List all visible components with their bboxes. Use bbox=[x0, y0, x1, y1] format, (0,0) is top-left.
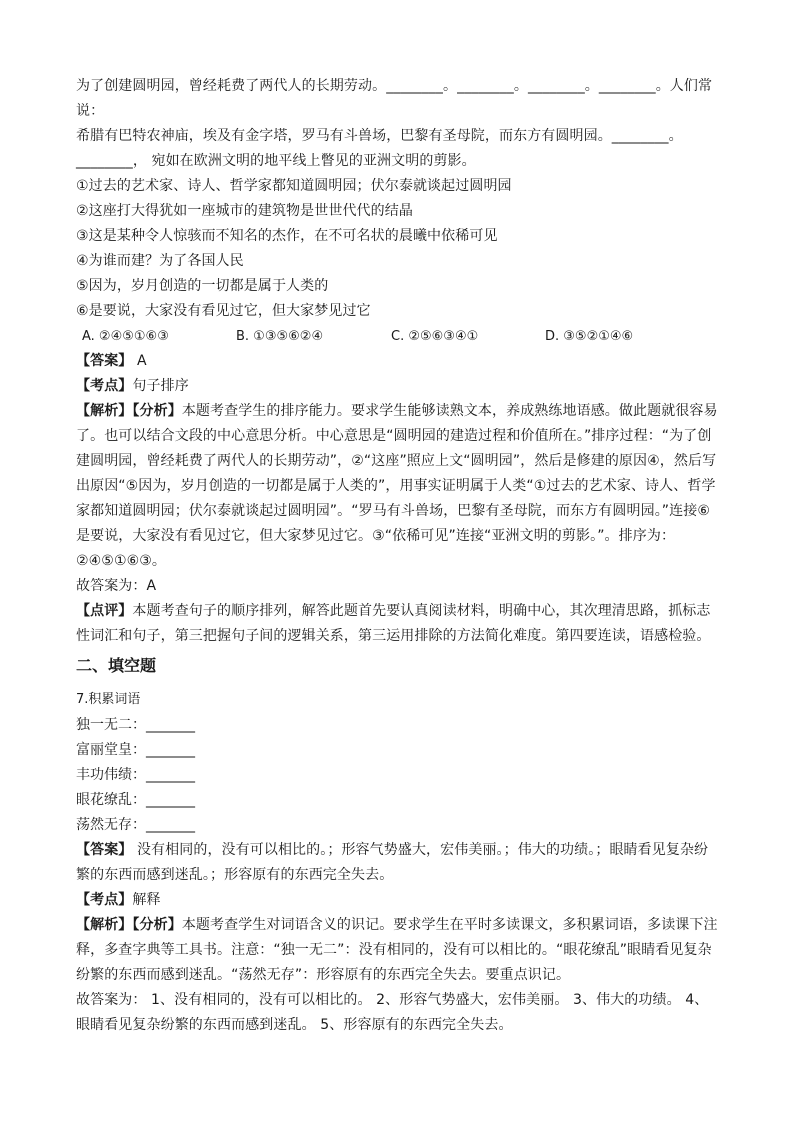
comment-tag: 【点评】 bbox=[76, 603, 133, 619]
option-a: A. ②④⑤①⑥③ bbox=[82, 329, 169, 344]
answer-tag: 【答案】 bbox=[76, 353, 133, 369]
option-b: B. ①③⑤⑥②④ bbox=[236, 329, 324, 344]
passage-line-1: 为了创建圆明园，曾经耗费了两代人的长期劳动。________。________。________。________。人们常说： bbox=[76, 78, 713, 119]
q6-kaodian bbox=[76, 374, 720, 399]
sentence-4: ④为谁而建？为了各国人民 bbox=[76, 253, 244, 269]
vocab-item bbox=[76, 738, 720, 763]
kaodian-value: 句子排序 bbox=[132, 378, 189, 394]
comment-text: 本题考查句子的顺序排列，解答此题首先要认真阅读材料，明确中心，其次理清思路，抓标志性词汇和句子，第三把握句子间的逻辑关系，第三运用排除的方法简化难度。第四要连读，语感检验。 bbox=[76, 603, 711, 644]
sentence-1: ①过去的艺术家、诗人、哲学家都知道圆明园；伏尔泰就谈起过圆明园 bbox=[76, 178, 512, 194]
q6-analysis bbox=[76, 399, 720, 574]
section-title: 二、填空题 bbox=[76, 656, 157, 675]
vocab-item bbox=[76, 713, 720, 738]
vocab-blank: _______ bbox=[146, 817, 195, 833]
vocab-item bbox=[76, 813, 720, 838]
option-d: D. ③⑤②①④⑥ bbox=[545, 329, 634, 344]
q7-title: 7.积累词语 bbox=[76, 692, 141, 707]
q7-conclusion: 故答案为： 1、没有相同的，没有可以相比的。 2、形容气势盛大，宏伟美丽。 3、伟大的功绩。 4、眼睛看见复杂纷繁的东西而感到迷乱。 5、形容原有的东西完全失去。 bbox=[76, 992, 709, 1033]
passage-line-2: 希腊有巴特农神庙，埃及有金字塔，罗马有斗兽场，巴黎有圣母院，而东方有圆明园。________。 bbox=[76, 128, 683, 144]
option-c: C. ②⑤⑥③④① bbox=[391, 329, 479, 344]
answer-tag: 【答案】 bbox=[76, 842, 133, 858]
q7-answer bbox=[76, 838, 720, 888]
vocab-term: 富丽堂皇： bbox=[76, 742, 146, 758]
passage-line-3 bbox=[76, 149, 720, 174]
sentence-6: ⑥是要说，大家没有看见过它，但大家梦见过它 bbox=[76, 303, 371, 319]
vocab-term: 眼花缭乱： bbox=[76, 792, 146, 808]
vocab-term: 荡然无存： bbox=[76, 817, 146, 833]
kaodian-tag: 【考点】 bbox=[76, 378, 133, 394]
sentence-3: ③这是某种令人惊骇而不知名的杰作，在不可名状的晨曦中依稀可见 bbox=[76, 228, 498, 244]
vocab-term: 独一无二： bbox=[76, 717, 146, 733]
analysis-tag: 【解析】【分析】 bbox=[76, 403, 182, 419]
passage-line-3-blank: ________ bbox=[76, 153, 133, 169]
vocab-blank: _______ bbox=[146, 792, 195, 808]
vocab-term: 丰功伟绩： bbox=[76, 767, 146, 783]
vocab-blank: _______ bbox=[146, 717, 195, 733]
vocab-blank: _______ bbox=[146, 767, 195, 783]
analysis-text: 本题考查学生对词语含义的识记。要求学生在平时多读课文，多积累词语，多读课下注释，多查字典等工具书。注意：“独一无二”：没有相同的，没有可以相比的。“眼花缭乱”眼睛看见复杂纷繁的东西而感到迷乱。“荡然无存”：形容原有的东西完全失去。要重点识记。 bbox=[76, 917, 718, 983]
analysis-text: 本题考查学生的排序能力。要求学生能够读熟文本，养成熟练地语感。做此题就很容易了。也可以结合文段的中心意思分析。中心意思是“圆明园的建造过程和价值所在。”排序过程：“为了创建圆明园，曾经耗费了两代人的长期劳动”，②“这座”照应上文“圆明园”，然后是修建的原因④，然后写出原因“⑤因为，岁月创造的一切都是属于人类的”，用事实证明属于人类“①过去的艺术家、诗人、哲学家都知道圆明园；伏尔泰就谈起过圆明园”。“罗马有斗兽场，巴黎有圣母院，而东方有圆明园。”连接⑥是要说，大家没有看见过它，但大家梦见过它。③“依稀可见”连接“亚洲文明的剪影。”。排序为：②④⑤①⑥③。 bbox=[76, 403, 718, 569]
answer-value: 没有相同的，没有可以相比的。；形容气势盛大，宏伟美丽。；伟大的功绩。；眼睛看见复杂纷繁的东西而感到迷乱。；形容原有的东西完全失去。 bbox=[76, 842, 709, 883]
q6-answer bbox=[76, 349, 720, 374]
vocab-item bbox=[76, 763, 720, 788]
vocab-item bbox=[76, 788, 720, 813]
answer-options bbox=[76, 324, 720, 349]
answer-value: A bbox=[132, 353, 147, 369]
q6-conclusion: 故答案为：A bbox=[76, 578, 157, 594]
analysis-tag: 【解析】【分析】 bbox=[76, 917, 182, 933]
q6-comment bbox=[76, 599, 720, 649]
passage-line-3-text: ， 宛如在欧洲文明的地平线上瞥见的亚洲文明的剪影。 bbox=[132, 153, 476, 169]
document-page bbox=[76, 74, 720, 1038]
sentence-5: ⑤因为，岁月创造的一切都是属于人类的 bbox=[76, 278, 329, 294]
kaodian-tag: 【考点】 bbox=[76, 892, 133, 908]
q7-analysis bbox=[76, 913, 720, 988]
vocab-blank: _______ bbox=[146, 742, 195, 758]
sentence-2: ②这座打大得犹如一座城市的建筑物是世世代代的结晶 bbox=[76, 203, 413, 219]
kaodian-value: 解释 bbox=[132, 892, 161, 908]
q7-kaodian bbox=[76, 888, 720, 913]
